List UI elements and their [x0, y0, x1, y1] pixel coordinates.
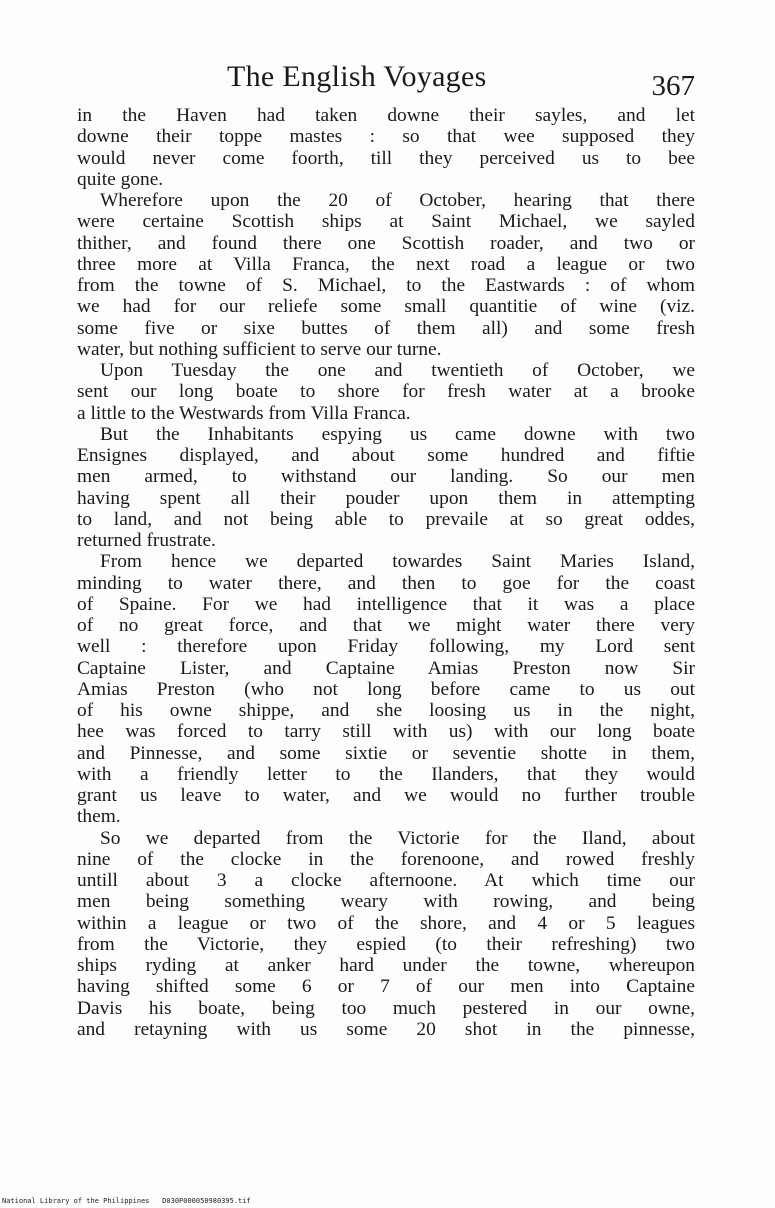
text-line: untill about 3 a clocke afternoone. At which time our	[77, 870, 695, 891]
text-line: returned frustrate.	[77, 530, 216, 551]
page-number: 367	[651, 70, 695, 102]
text-line: we had for our reliefe some small quantitie of wine (viz.	[77, 296, 695, 318]
text-line: were certaine Scottish ships at Saint Michael, we sayled	[77, 211, 695, 233]
page-header	[75, 60, 695, 106]
text-line: nine of the clocke in the forenoone, and rowed freshly	[77, 848, 695, 870]
footer-library: National Library of the Philippines	[2, 1197, 150, 1205]
text-line: So we departed from the Victorie for the Iland, about	[100, 827, 695, 849]
text-line: of Spaine. For we had intelligence that it was a place	[77, 593, 695, 615]
body-text	[77, 105, 695, 1040]
text-line: men armed, to withstand our landing. So our men	[77, 466, 695, 488]
text-line: with a friendly letter to the Ilanders, that they would	[77, 763, 695, 785]
text-line: having shifted some 6 or 7 of our men into Captaine	[77, 976, 695, 998]
text-line: would never come foorth, till they perceived us to bee	[77, 147, 695, 169]
text-line: them.	[77, 806, 121, 828]
scan-footer	[2, 1197, 251, 1205]
text-line: grant us leave to water, and we would no further trouble	[77, 785, 695, 806]
text-line: from the towne of S. Michael, to the Eastwards : of whom	[77, 275, 695, 296]
text-line: of no great force, and that we might water there very	[77, 615, 695, 636]
text-line: Ensignes displayed, and about some hundred and fiftie	[77, 445, 695, 466]
text-line: Davis his boate, being too much pestered in our owne,	[77, 997, 695, 1019]
text-line: a little to the Westwards from Villa Franca.	[77, 402, 411, 424]
text-line: in the Haven had taken downe their sayles, and let	[77, 105, 695, 126]
text-line: hee was forced to tarry still with us) with our long boate	[77, 721, 695, 743]
text-line: From hence we departed towardes Saint Maries Island,	[100, 551, 695, 573]
text-line: Amias Preston (who not long before came to us out	[77, 678, 695, 700]
text-line: and retayning with us some 20 shot in the pinnesse,	[77, 1018, 695, 1040]
text-line: ships ryding at anker hard under the towne, whereupon	[77, 955, 695, 976]
text-line: from the Victorie, they espied (to their refreshing) two	[77, 933, 695, 955]
text-line: Wherefore upon the 20 of October, hearing that there	[100, 190, 695, 211]
text-line: Captaine Lister, and Captaine Amias Preston now Sir	[77, 657, 695, 679]
text-line: sent our long boate to shore for fresh water at a brooke	[77, 381, 695, 403]
running-title: The English Voyages	[227, 60, 487, 93]
text-line: downe their toppe mastes : so that wee supposed they	[77, 126, 695, 148]
text-line: some five or sixe buttes of them all) and some fresh	[77, 317, 695, 339]
text-line: water, but nothing sufficient to serve our turne.	[77, 338, 442, 360]
text-line: having spent all their pouder upon them in attempting	[77, 487, 695, 509]
text-line: thither, and found there one Scottish roader, and two or	[77, 232, 695, 254]
text-line: well : therefore upon Friday following, my Lord sent	[77, 636, 695, 658]
text-line: within a league or two of the shore, and 4 or 5 leagues	[77, 912, 695, 934]
text-line: to land, and not being able to prevaile at so great oddes,	[77, 508, 695, 530]
text-line: men being something weary with rowing, and being	[77, 891, 695, 913]
text-line: three more at Villa Franca, the next road a league or two	[77, 253, 695, 275]
text-line: Upon Tuesday the one and twentieth of October, we	[100, 360, 695, 381]
footer-file-id: D030P000050980395.tif	[162, 1197, 251, 1205]
text-line: quite gone.	[77, 168, 164, 190]
text-line: But the Inhabitants espying us came downe with two	[100, 423, 695, 445]
text-line: minding to water there, and then to goe for the coast	[77, 572, 695, 594]
text-line: and Pinnesse, and some sixtie or seventie shotte in them,	[77, 742, 695, 764]
text-line: of his owne shippe, and she loosing us in the night,	[77, 700, 695, 721]
